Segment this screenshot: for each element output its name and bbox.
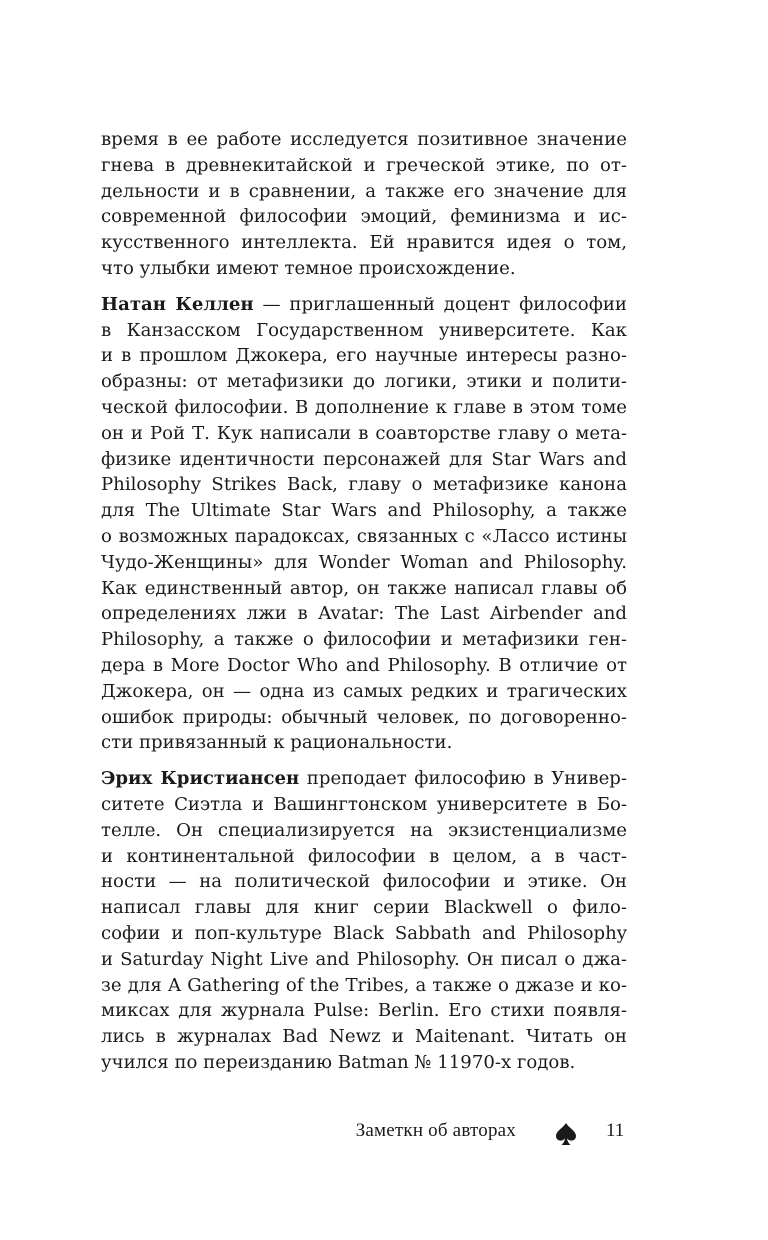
text-line: Чудо-Женщины» для Wonder Woman and Philosophy. [101,551,627,573]
text-line: и в прошлом Джокера, его научные интересы разно- [101,345,627,367]
text-line: о возможных парадоксах, связанных с «Лассо истины [101,525,627,547]
text-line: миксах для журнала Pulse: Berlin. Его стихи появля- [101,1000,627,1022]
text-line-rest: преподает философию в Универ- [299,768,627,790]
text-line: ошибок природы: обычный человек, по договоренно- [101,706,627,728]
text-line: дельности и в сравнении, а также его значение для [101,180,627,202]
text-line: для The Ultimate Star Wars and Philosophy, а также [101,500,627,522]
text-line: современной философии эмоций, феминизма и ис- [101,206,627,228]
page-body [101,127,627,1076]
text-line: сти привязанный к рациональности. [101,732,453,754]
text-line: гнева в древнекитайской и греческой этике, по от- [101,154,627,176]
text-line: Philosophy Strikes Back, главу о метафизике канона [101,474,627,496]
text-line: в Канзасском Государственном университете. Как [101,319,627,341]
text-line: Как единственный автор, он также написал главы об [101,577,627,599]
author-name: Эрих Кристиансен [101,768,300,790]
text-line: время в ее работе исследуется позитивное значение [101,129,627,150]
paragraph-author-kellen [101,292,627,756]
text-line: он и Рой Т. Кук написали в соавторстве главу о мета- [101,422,627,444]
text-line [101,766,627,792]
text-line: ности — на политической философии и этике. Он [101,871,627,893]
spade-icon [555,1122,577,1146]
text-line: Philosophy, а также о философии и метафизики ген- [101,629,627,651]
text-line: ческой философии. В дополнение к главе в этом томе [101,396,627,418]
text-line: дера в More Doctor Who and Philosophy. В отличие от [101,654,627,676]
text-line: кусственного интеллекта. Ей нравится идея о том, [101,232,627,254]
text-line: написал главы для книг серии Blackwell о фило- [101,897,627,919]
text-line: ситете Сиэтла и Вашингтонском университете в Бо- [101,793,627,815]
running-title: Заметкн об авторах [355,1120,516,1141]
text-line: и Saturday Night Live and Philosophy. Он писал о джа- [101,948,627,970]
page-footer [0,1120,768,1150]
text-line: физике идентичности персонажей для Star Wars and [101,448,627,470]
text-line: и континентальной философии в целом, а в част- [101,845,627,867]
text-line [101,292,627,318]
author-name: Натан Келлен [101,293,254,315]
text-line: Джокера, он — одна из самых редких и трагических [101,680,627,702]
text-line: лись в журналах Bad Newz и Maitenant. Читать он [101,1026,627,1048]
paragraph-continuation [101,127,627,282]
text-line: образны: от метафизики до логики, этики и полити- [101,371,627,393]
text-line: что улыбки имеют темное происхождение. [101,257,516,279]
text-line: телле. Он специализируется на экзистенциализме [101,819,627,841]
text-line: зе для A Gathering of the Tribes, а также о джазе и ко- [101,974,627,996]
text-line: определениях лжи в Avatar: The Last Airbender and [101,603,627,625]
page-number: 11 [606,1120,625,1141]
text-line: софии и поп-культуре Black Sabbath and Philosophy [101,922,627,944]
text-line-rest: — приглашенный доцент философии [253,293,627,315]
text-line: учился по переизданию Batman № 11970-х годов. [101,1051,576,1073]
paragraph-author-christiansen [101,766,627,1076]
